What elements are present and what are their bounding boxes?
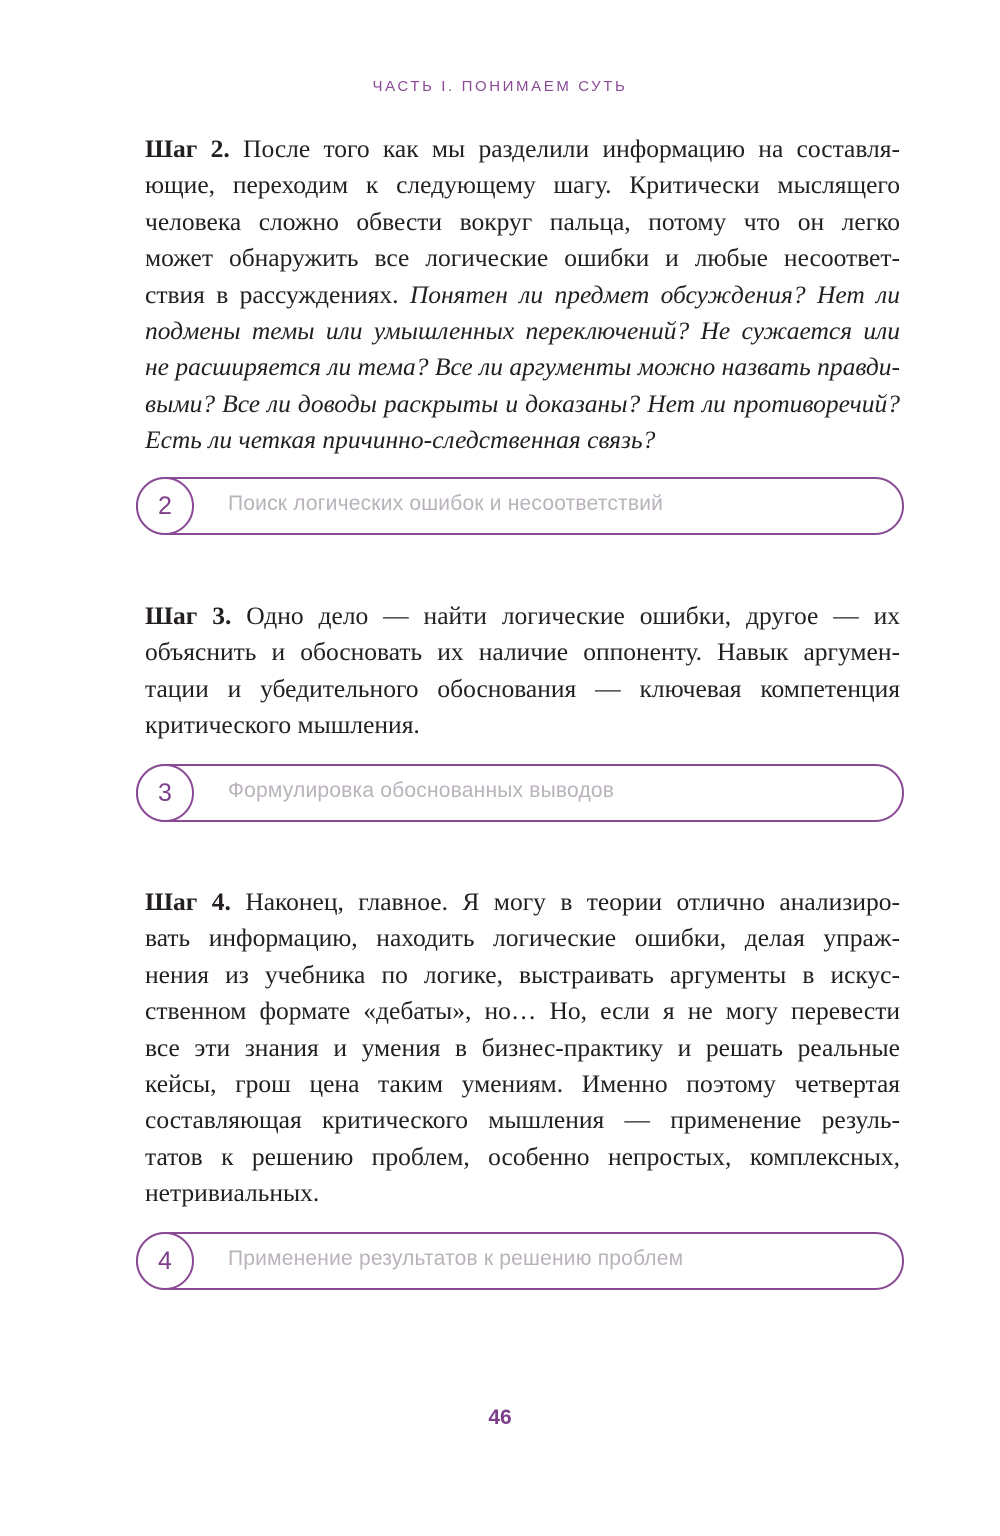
step2-line: может обнаружить все логические ошибки и любые несоответ- (145, 243, 900, 273)
step2-line: ющие, переходим к следующему шагу. Критически мыслящего (145, 170, 900, 200)
step4-line: составляющая критического мышления — применение резуль- (145, 1105, 900, 1135)
step3-badge (136, 764, 904, 822)
step4-badge-label: Применение результатов к решению проблем (228, 1247, 684, 1270)
step4-line: ственном формате «дебаты», но… Но, если я не могу перевести (145, 996, 900, 1026)
step3-badge-number: 3 (136, 764, 194, 822)
step2-line: Есть ли четкая причинно-следственная связь? (145, 425, 656, 455)
step2-line: подмены темы или умышленных переключений? Не сужается или (145, 315, 900, 345)
step4-line: кейсы, грош цена таким умениям. Именно поэтому четвертая (145, 1068, 900, 1098)
step2-badge (136, 477, 904, 535)
step4-line: нетривиальных. (145, 1178, 320, 1208)
step4-line: Шаг 4. Наконец, главное. Я могу в теории отлично анализиро- (145, 887, 900, 916)
step3-line: тации и убедительного обоснования — ключевая компетенция (145, 673, 900, 703)
step3-line: критического мышления. (145, 710, 420, 740)
step3-paragraph (145, 598, 900, 744)
step2-heading: Шаг 2. (145, 134, 230, 163)
step4-badge-number: 4 (136, 1232, 194, 1290)
step2-line: Шаг 2. После того как мы разделили информацию на составля- (145, 134, 900, 163)
step2-badge-number: 2 (136, 477, 194, 535)
step2-paragraph (145, 131, 900, 459)
step3-line: объяснить и обосновать их наличие оппоненту. Навык аргумен- (145, 637, 900, 667)
step4-heading: Шаг 4. (145, 887, 231, 916)
step4-line: все эти знания и умения в бизнес-практику и решать реальные (145, 1032, 900, 1062)
step4-line: вать информацию, находить логические ошибки, делая упраж- (145, 923, 900, 953)
step4-badge (136, 1232, 904, 1290)
step2-badge-label: Поиск логических ошибок и несоответствий (228, 492, 664, 515)
running-head: ЧАСТЬ I. ПОНИМАЕМ СУТЬ (372, 78, 628, 95)
step4-line: нения из учебника по логике, выстраивать аргументы в искус- (145, 959, 900, 989)
step4-paragraph (145, 884, 900, 1212)
step3-badge-label: Формулировка обоснованных выводов (228, 779, 615, 802)
step4-line: татов к решению проблем, особенно непростых, комплексных, (145, 1141, 900, 1171)
step3-line: Шаг 3. Одно дело — найти логические ошибки, другое — их (145, 601, 900, 630)
step2-line: ствия в рассуждениях. Понятен ли предмет обсуждения? Нет ли (145, 279, 900, 309)
step3-heading: Шаг 3. (145, 601, 232, 630)
page-number: 46 (488, 1406, 512, 1429)
step2-line: человека сложно обвести вокруг пальца, потому что он легко (145, 206, 900, 236)
step2-line: не расширяется ли тема? Все ли аргументы можно назвать правди- (145, 352, 901, 382)
step2-line: выми? Все ли доводы раскрыты и доказаны? Нет ли противоречий? (145, 388, 900, 418)
